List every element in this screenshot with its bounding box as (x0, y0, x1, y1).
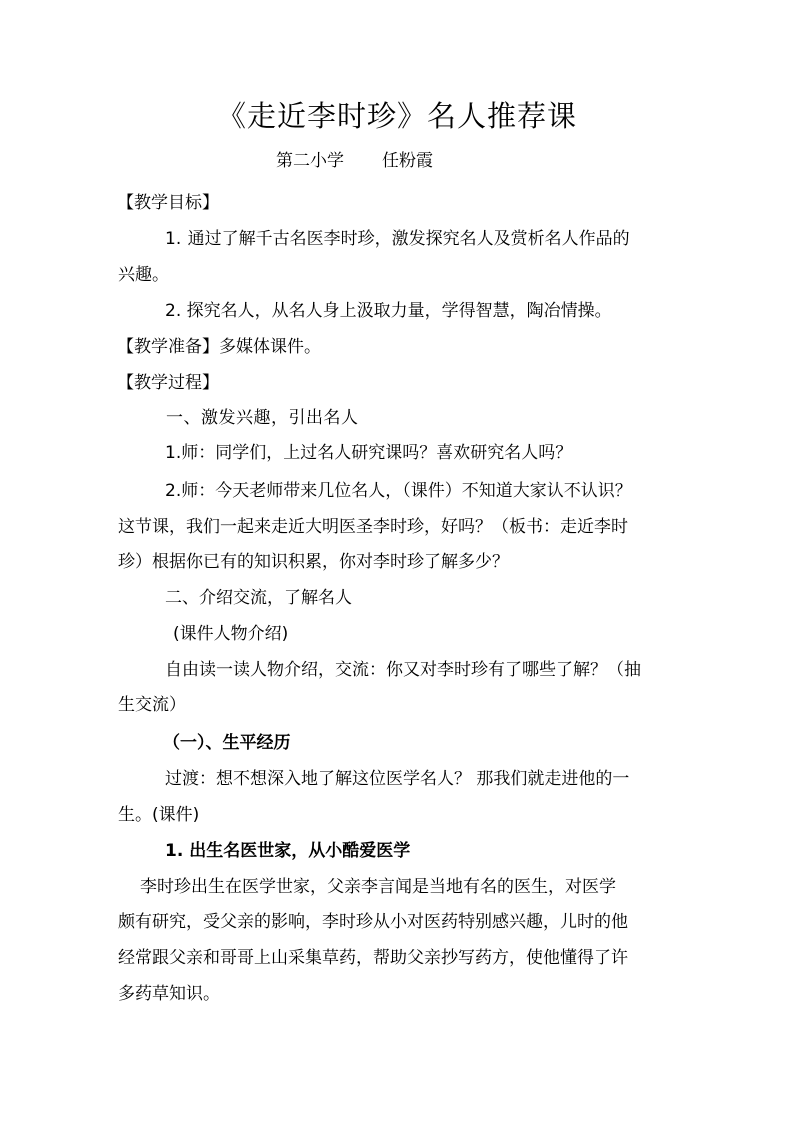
paragraph-line-4: 多药草知识。 (118, 984, 220, 1004)
section-2-heading: 二、介绍交流，了解名人 (165, 588, 352, 608)
paragraph-line-2: 颇有研究，受父亲的影响，李时珍从小对医药特别感兴趣，儿时的他 (118, 912, 628, 932)
step-2-line-2: 这节课，我们一起来走近大明医圣李时珍，好吗？（板书：走近李时 (118, 517, 628, 537)
paragraph-line-3: 经常跟父亲和哥哥上山采集草药，帮助父亲抄写药方，使他懂得了许 (118, 948, 628, 968)
goal-1-line-2: 兴趣。 (118, 265, 169, 285)
point-1-heading: 1. 出生名医世家，从小酷爱医学 (165, 841, 411, 861)
prep-line: 【教学准备】多媒体课件。 (117, 337, 321, 357)
read-line-1: 自由读一读人物介绍，交流：你又对李时珍有了哪些了解？（抽 (165, 660, 641, 680)
page-title: 《走近李时珍》名人推荐课 (216, 99, 577, 133)
goal-1-line-1: 1. 通过了解千古名医李时珍，激发探究名人及赏析名人作品的 (165, 229, 630, 249)
author-line (276, 146, 433, 176)
subsection-1-heading: （一）、生平经历 (163, 733, 291, 753)
step-1: 1.师：同学们，上过名人研究课吗？喜欢研究名人吗？ (165, 443, 573, 463)
read-line-2: 生交流） (118, 695, 186, 715)
process-heading: 【教学过程】 (117, 373, 219, 393)
section-1-heading: 一、激发兴趣，引出名人 (166, 408, 359, 428)
transition-line-1: 过渡：想不想深入地了解这位医学名人？ 那我们就走进他的一 (165, 769, 630, 789)
goals-heading: 【教学目标】 (117, 193, 219, 213)
step-2-line-3: 珍）根据你已有的知识积累，你对李时珍了解多少？ (118, 552, 509, 572)
transition-line-2: 生。(课件) (118, 805, 200, 825)
author-name: 任粉霞 (382, 151, 433, 171)
school-name: 第二小学 (276, 151, 344, 171)
courseware-note: (课件人物介绍) (173, 624, 289, 644)
goal-2: 2. 探究名人，从名人身上汲取力量，学得智慧，陶冶情操。 (165, 301, 612, 321)
paragraph-line-1: 李时珍出生在医学世家，父亲李言闻是当地有名的医生，对医学 (140, 877, 616, 897)
step-2-line-1: 2.师：今天老师带来几位名人，（课件）不知道大家认不认识？ (165, 481, 632, 501)
